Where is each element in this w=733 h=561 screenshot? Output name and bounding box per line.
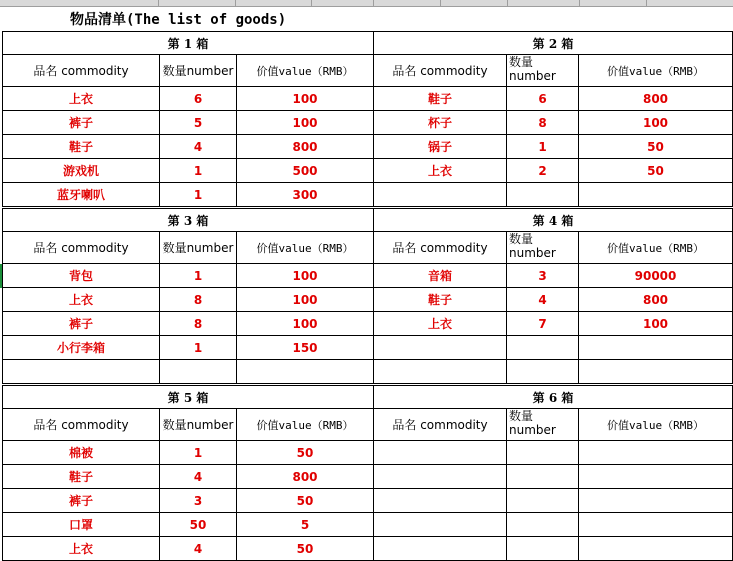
item-value-cell[interactable]: 50 bbox=[579, 159, 733, 183]
item-number-cell[interactable] bbox=[507, 441, 579, 465]
item-value-cell[interactable]: 100 bbox=[579, 312, 733, 336]
header-number[interactable]: 数量 number bbox=[507, 55, 579, 87]
item-name-cell[interactable] bbox=[374, 465, 507, 489]
item-name-cell[interactable]: 鞋子 bbox=[374, 288, 507, 312]
item-value-cell[interactable]: 800 bbox=[237, 135, 374, 159]
item-name-cell[interactable] bbox=[374, 183, 507, 207]
item-number-cell[interactable]: 1 bbox=[160, 441, 237, 465]
item-number-cell[interactable]: 4 bbox=[160, 537, 237, 561]
item-number-cell[interactable] bbox=[507, 465, 579, 489]
item-number-cell[interactable]: 3 bbox=[160, 489, 237, 513]
header-number[interactable]: 数量number bbox=[160, 409, 237, 441]
item-value-cell[interactable] bbox=[579, 336, 733, 360]
header-commodity[interactable]: 品名 commodity bbox=[2, 55, 160, 87]
item-value-cell[interactable] bbox=[579, 360, 733, 384]
box-3-title[interactable]: 第 3 箱 bbox=[2, 208, 374, 232]
item-number-cell[interactable] bbox=[507, 183, 579, 207]
item-number-cell[interactable]: 1 bbox=[160, 336, 237, 360]
item-number-cell[interactable]: 8 bbox=[507, 111, 579, 135]
item-value-cell[interactable]: 100 bbox=[237, 264, 374, 288]
item-number-cell[interactable] bbox=[160, 360, 237, 384]
header-number[interactable]: 数量number bbox=[160, 232, 237, 264]
item-number-cell[interactable]: 4 bbox=[160, 465, 237, 489]
item-number-cell[interactable] bbox=[507, 537, 579, 561]
item-value-cell[interactable]: 50 bbox=[579, 135, 733, 159]
header-commodity[interactable]: 品名 commodity bbox=[2, 409, 160, 441]
header-value[interactable]: 价值value（RMB） bbox=[237, 232, 374, 264]
item-number-cell[interactable]: 4 bbox=[160, 135, 237, 159]
header-number[interactable]: 数量 number bbox=[507, 409, 579, 441]
item-number-cell[interactable]: 8 bbox=[160, 312, 237, 336]
item-value-cell[interactable] bbox=[237, 360, 374, 384]
item-name-cell[interactable] bbox=[374, 537, 507, 561]
box-4-title[interactable]: 第 4 箱 bbox=[374, 208, 733, 232]
item-name-cell[interactable]: 上衣 bbox=[2, 288, 160, 312]
sheet-title: 物品清单(The list of goods) bbox=[70, 12, 287, 28]
item-number-cell[interactable]: 50 bbox=[160, 513, 237, 537]
item-name-cell[interactable]: 鞋子 bbox=[2, 465, 160, 489]
item-value-cell[interactable] bbox=[579, 441, 733, 465]
item-number-cell[interactable] bbox=[507, 489, 579, 513]
item-name-cell[interactable]: 背包 bbox=[2, 264, 160, 288]
item-value-cell[interactable]: 50 bbox=[237, 489, 374, 513]
box-1-title[interactable]: 第 1 箱 bbox=[2, 31, 374, 55]
item-value-cell[interactable]: 800 bbox=[579, 87, 733, 111]
header-value[interactable]: 价值value（RMB） bbox=[579, 55, 733, 87]
item-name-cell[interactable]: 棉被 bbox=[2, 441, 160, 465]
item-number-cell[interactable]: 1 bbox=[507, 135, 579, 159]
item-number-cell[interactable]: 3 bbox=[507, 264, 579, 288]
item-value-cell[interactable]: 50 bbox=[237, 441, 374, 465]
item-name-cell[interactable] bbox=[374, 489, 507, 513]
item-value-cell[interactable]: 50 bbox=[237, 537, 374, 561]
item-value-cell[interactable]: 500 bbox=[237, 159, 374, 183]
item-value-cell[interactable]: 150 bbox=[237, 336, 374, 360]
header-commodity[interactable]: 品名 commodity bbox=[374, 55, 507, 87]
item-number-cell[interactable]: 4 bbox=[507, 288, 579, 312]
item-name-cell[interactable] bbox=[374, 441, 507, 465]
item-number-cell[interactable]: 1 bbox=[160, 183, 237, 207]
item-value-cell[interactable] bbox=[579, 183, 733, 207]
item-name-cell[interactable]: 鞋子 bbox=[2, 135, 160, 159]
item-number-cell[interactable]: 8 bbox=[160, 288, 237, 312]
item-name-cell[interactable]: 上衣 bbox=[2, 537, 160, 561]
header-commodity[interactable]: 品名 commodity bbox=[374, 409, 507, 441]
header-value[interactable]: 价值value（RMB） bbox=[237, 409, 374, 441]
item-name-cell[interactable] bbox=[374, 513, 507, 537]
item-number-cell[interactable]: 7 bbox=[507, 312, 579, 336]
item-number-cell[interactable]: 5 bbox=[160, 111, 237, 135]
item-name-cell[interactable]: 裤子 bbox=[2, 312, 160, 336]
item-name-cell[interactable]: 蓝牙喇叭 bbox=[2, 183, 160, 207]
box-2-title[interactable]: 第 2 箱 bbox=[374, 31, 733, 55]
item-name-cell[interactable]: 上衣 bbox=[2, 87, 160, 111]
item-value-cell[interactable] bbox=[579, 537, 733, 561]
item-name-cell[interactable] bbox=[2, 360, 160, 384]
item-name-cell[interactable]: 小行李箱 bbox=[2, 336, 160, 360]
item-value-cell[interactable]: 100 bbox=[237, 87, 374, 111]
item-name-cell[interactable]: 锅子 bbox=[374, 135, 507, 159]
header-commodity[interactable]: 品名 commodity bbox=[374, 232, 507, 264]
item-name-cell[interactable]: 音箱 bbox=[374, 264, 507, 288]
item-name-cell[interactable]: 上衣 bbox=[374, 312, 507, 336]
item-name-cell[interactable]: 游戏机 bbox=[2, 159, 160, 183]
header-commodity[interactable]: 品名 commodity bbox=[2, 232, 160, 264]
item-name-cell[interactable]: 裤子 bbox=[2, 489, 160, 513]
item-number-cell[interactable]: 1 bbox=[160, 264, 237, 288]
item-value-cell[interactable]: 800 bbox=[579, 288, 733, 312]
header-value[interactable]: 价值value（RMB） bbox=[579, 409, 733, 441]
header-number[interactable]: 数量 number bbox=[507, 232, 579, 264]
item-value-cell[interactable] bbox=[579, 513, 733, 537]
item-value-cell[interactable] bbox=[579, 489, 733, 513]
box-6-title[interactable]: 第 6 箱 bbox=[374, 385, 733, 409]
column-header-strip bbox=[0, 0, 733, 7]
item-value-cell[interactable]: 100 bbox=[237, 111, 374, 135]
item-number-cell[interactable] bbox=[507, 336, 579, 360]
item-value-cell[interactable]: 100 bbox=[579, 111, 733, 135]
item-name-cell[interactable]: 上衣 bbox=[374, 159, 507, 183]
item-name-cell[interactable] bbox=[374, 336, 507, 360]
item-name-cell[interactable]: 口罩 bbox=[2, 513, 160, 537]
item-name-cell[interactable] bbox=[374, 360, 507, 384]
item-value-cell[interactable]: 800 bbox=[237, 465, 374, 489]
header-value[interactable]: 价值value（RMB） bbox=[237, 55, 374, 87]
header-number[interactable]: 数量number bbox=[160, 55, 237, 87]
item-number-cell[interactable]: 1 bbox=[160, 159, 237, 183]
item-value-cell[interactable]: 100 bbox=[237, 288, 374, 312]
item-number-cell[interactable] bbox=[507, 360, 579, 384]
item-name-cell[interactable]: 鞋子 bbox=[374, 87, 507, 111]
item-name-cell[interactable]: 裤子 bbox=[2, 111, 160, 135]
item-number-cell[interactable]: 6 bbox=[507, 87, 579, 111]
item-value-cell[interactable]: 100 bbox=[237, 312, 374, 336]
item-value-cell[interactable]: 300 bbox=[237, 183, 374, 207]
item-value-cell[interactable]: 5 bbox=[237, 513, 374, 537]
header-value[interactable]: 价值value（RMB） bbox=[579, 232, 733, 264]
item-number-cell[interactable] bbox=[507, 513, 579, 537]
item-value-cell[interactable]: 90000 bbox=[579, 264, 733, 288]
item-name-cell[interactable]: 杯子 bbox=[374, 111, 507, 135]
box-5-title[interactable]: 第 5 箱 bbox=[2, 385, 374, 409]
item-number-cell[interactable]: 6 bbox=[160, 87, 237, 111]
item-number-cell[interactable]: 2 bbox=[507, 159, 579, 183]
item-value-cell[interactable] bbox=[579, 465, 733, 489]
